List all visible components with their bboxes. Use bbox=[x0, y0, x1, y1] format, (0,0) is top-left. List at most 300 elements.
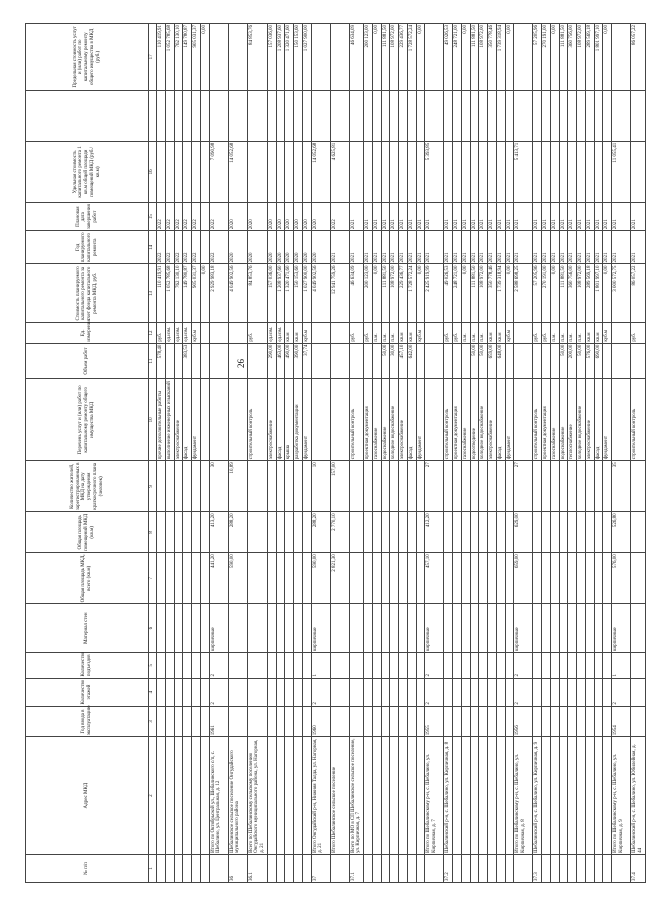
table-cell bbox=[228, 343, 247, 379]
table-cell bbox=[425, 379, 444, 461]
table-cell bbox=[267, 737, 276, 855]
table-cell bbox=[247, 604, 267, 653]
table-cell: п.м. bbox=[550, 323, 559, 343]
table-cell bbox=[550, 604, 559, 653]
table-cell bbox=[550, 553, 559, 604]
table-cell bbox=[372, 706, 381, 737]
table-cell bbox=[200, 343, 209, 379]
table-cell bbox=[533, 678, 542, 706]
col-header: Ед. измерения bbox=[26, 323, 149, 343]
table-cell: электроснабжение bbox=[488, 379, 497, 461]
table-cell: 2021 bbox=[330, 231, 349, 264]
col-number: 16 bbox=[149, 141, 157, 202]
table-cell: разработка документации bbox=[294, 379, 303, 461]
table-cell: 2021 bbox=[425, 231, 444, 264]
table-cell: 2021 bbox=[514, 203, 533, 231]
table-cell bbox=[505, 706, 514, 737]
table-cell bbox=[631, 706, 646, 737]
table-cell: 2 bbox=[425, 678, 444, 706]
table-cell: 1961 bbox=[209, 706, 228, 737]
table-cell bbox=[200, 141, 209, 202]
table-cell: 37.3 bbox=[533, 854, 542, 882]
table-cell bbox=[364, 512, 373, 553]
table-cell: 1 052 785,68 bbox=[165, 264, 174, 323]
table-cell: 1 bbox=[612, 652, 631, 678]
col-number: 5 bbox=[149, 652, 157, 678]
table-cell: фасад bbox=[407, 379, 416, 461]
table-cell: 463,00 bbox=[276, 343, 285, 379]
table-cell bbox=[533, 90, 542, 141]
table-cell bbox=[174, 854, 183, 882]
table-cell: 2020 bbox=[267, 231, 276, 264]
table-cell: 0,00 bbox=[461, 264, 470, 323]
table-cell bbox=[470, 678, 479, 706]
table-cell: 2 bbox=[514, 678, 533, 706]
table-cell: 412,20 bbox=[425, 512, 444, 553]
table-cell bbox=[453, 141, 462, 202]
table-cell bbox=[559, 854, 568, 882]
table-cell bbox=[533, 343, 542, 379]
table-cell: 2022 bbox=[192, 231, 201, 264]
table-cell bbox=[453, 553, 462, 604]
table-cell bbox=[285, 854, 294, 882]
table-cell bbox=[453, 90, 462, 141]
col-number: 12 bbox=[149, 323, 157, 343]
table-cell bbox=[302, 854, 311, 882]
table-cell bbox=[200, 512, 209, 553]
table-cell bbox=[276, 737, 285, 855]
table-row bbox=[488, 24, 497, 883]
table-cell: 629,00 bbox=[514, 512, 533, 553]
table-cell: ед.изм. bbox=[276, 323, 285, 343]
table-cell bbox=[542, 706, 551, 737]
table-cell: 2022 bbox=[330, 203, 349, 231]
table-cell bbox=[302, 706, 311, 737]
table-cell: проектная документация bbox=[364, 379, 373, 461]
table-cell bbox=[568, 706, 577, 737]
table-cell bbox=[294, 512, 303, 553]
table-cell bbox=[444, 461, 453, 512]
table-cell: 49 026,53 bbox=[444, 24, 453, 91]
table-cell: п.м. bbox=[577, 323, 586, 343]
col-number: 15 bbox=[149, 203, 157, 231]
table-cell: куб.м bbox=[505, 323, 514, 343]
table-cell: Итого по Шебалинскому р-н, с. Шебалино, ул. Кирпичная, д. 8 bbox=[514, 737, 533, 855]
table-cell bbox=[505, 461, 514, 512]
table-cell bbox=[425, 854, 444, 882]
table-cell: п.м. bbox=[470, 323, 479, 343]
table-cell: 84 853,76 bbox=[247, 24, 267, 91]
table-cell: 4 049 902,56 bbox=[228, 264, 247, 323]
table-cell bbox=[559, 604, 568, 653]
table-cell bbox=[470, 854, 479, 882]
table-cell bbox=[496, 90, 505, 141]
table-cell bbox=[285, 604, 294, 653]
table-cell bbox=[165, 706, 174, 737]
table-cell bbox=[174, 553, 183, 604]
table-cell: 2020 bbox=[276, 231, 285, 264]
table-cell bbox=[559, 678, 568, 706]
table-cell bbox=[416, 854, 425, 882]
table-cell: 2020 bbox=[294, 231, 303, 264]
table-cell: 2021 bbox=[496, 231, 505, 264]
table-cell bbox=[364, 706, 373, 737]
table-cell bbox=[174, 604, 183, 653]
table-cell bbox=[330, 678, 349, 706]
table-cell: проектная документация bbox=[453, 379, 462, 461]
table-cell: 2022 bbox=[183, 231, 192, 264]
table-cell: кирпичные bbox=[514, 604, 533, 653]
table-cell: 350 778,46 bbox=[488, 264, 497, 323]
table-cell: электроснабжение bbox=[399, 379, 408, 461]
table-cell bbox=[399, 461, 408, 512]
table-cell: 50,00 bbox=[479, 343, 488, 379]
table-cell: 2020 bbox=[228, 231, 247, 264]
table-cell bbox=[285, 652, 294, 678]
table-cell: 110 419,91 bbox=[157, 264, 166, 323]
table-cell: кв.м bbox=[407, 323, 416, 343]
table-cell: 157,00 bbox=[330, 461, 349, 512]
table-cell bbox=[192, 604, 201, 653]
table-cell bbox=[349, 461, 364, 512]
table-cell bbox=[390, 461, 399, 512]
table-cell bbox=[453, 706, 462, 737]
table-cell: 2021 bbox=[533, 203, 542, 231]
table-cell: 2021 bbox=[603, 203, 612, 231]
table-cell: 0,00 bbox=[200, 264, 209, 323]
col-header: Год ввода в эксплуатацию bbox=[26, 706, 149, 737]
table-cell bbox=[276, 141, 285, 202]
table-cell bbox=[425, 323, 444, 343]
table-cell: газоснабжение bbox=[550, 379, 559, 461]
table-cell bbox=[470, 737, 479, 855]
table-cell bbox=[461, 854, 470, 882]
table-cell bbox=[372, 604, 381, 653]
table-cell bbox=[200, 90, 209, 141]
table-cell: 37 bbox=[311, 854, 330, 882]
table-cell bbox=[267, 553, 276, 604]
table-cell: 7 090,98 bbox=[209, 141, 228, 202]
table-row-total bbox=[311, 24, 330, 883]
table-cell bbox=[416, 706, 425, 737]
table-cell: 270 191,00 bbox=[542, 24, 551, 91]
table-row bbox=[470, 24, 479, 883]
table-cell bbox=[364, 604, 373, 653]
table-cell: 1 320 471,60 bbox=[285, 264, 294, 323]
table-cell: 2020 bbox=[247, 203, 267, 231]
table-cell: 360 756,00 bbox=[568, 264, 577, 323]
table-cell: 288,20 bbox=[311, 512, 330, 553]
table-cell bbox=[228, 652, 247, 678]
table-cell bbox=[157, 604, 166, 653]
table-cell: кв.м bbox=[285, 323, 294, 343]
table-cell bbox=[209, 343, 228, 379]
table-cell bbox=[407, 737, 416, 855]
table-cell bbox=[533, 706, 542, 737]
table-cell: 590,00 bbox=[228, 553, 247, 604]
table-cell: 350 778,46 bbox=[488, 24, 497, 91]
table-cell bbox=[407, 678, 416, 706]
table-cell: ед.изм. bbox=[165, 323, 174, 343]
table-cell bbox=[444, 678, 453, 706]
table-cell: Итого по Октябрьской ул., Шебалинского с/п, с. Шебалино, ул. Центральная, д. 12 bbox=[209, 737, 228, 855]
table-cell: 10 bbox=[311, 461, 330, 512]
table-cell bbox=[302, 141, 311, 202]
table-cell bbox=[533, 604, 542, 653]
table-cell: 2021 bbox=[559, 203, 568, 231]
table-cell: 46 634,09 bbox=[349, 264, 364, 323]
table-cell bbox=[390, 706, 399, 737]
table-cell: 229 436,77 bbox=[399, 24, 408, 91]
col-number: 8 bbox=[149, 512, 157, 553]
table-cell: 642,00 bbox=[407, 343, 416, 379]
table-cell: Шебалинский р-н, с. Шебалино, ул. Юбилейная, д. 44 bbox=[631, 737, 646, 855]
table-cell bbox=[559, 652, 568, 678]
table-cell: 200,00 bbox=[568, 343, 577, 379]
table-cell bbox=[461, 652, 470, 678]
table-cell: 2022 bbox=[165, 203, 174, 231]
table-cell bbox=[157, 854, 166, 882]
table-cell: 111 881,50 bbox=[470, 24, 479, 91]
table-row bbox=[165, 24, 174, 883]
table-cell bbox=[407, 90, 416, 141]
table-cell: Всего по МО в СП Шебалинское сельское поселение, ул. Кирпичная, д. 7 bbox=[349, 737, 364, 855]
table-cell bbox=[285, 706, 294, 737]
table-cell bbox=[372, 90, 381, 141]
table-cell: руб. bbox=[444, 323, 453, 343]
col-header: Общая площадь помещений МКД (кв.м) bbox=[26, 512, 149, 553]
table-cell bbox=[364, 678, 373, 706]
table-cell bbox=[381, 706, 390, 737]
table-cell bbox=[294, 854, 303, 882]
table-cell bbox=[444, 652, 453, 678]
table-cell bbox=[349, 343, 364, 379]
table-cell bbox=[192, 706, 201, 737]
table-cell bbox=[505, 90, 514, 141]
table-cell: 457,10 bbox=[425, 553, 444, 604]
table-cell bbox=[364, 737, 373, 855]
col-number: 9 bbox=[149, 461, 157, 512]
table-cell bbox=[479, 553, 488, 604]
table-row bbox=[542, 24, 551, 883]
table-cell: 2021 bbox=[461, 203, 470, 231]
col-number: 17 bbox=[149, 24, 157, 91]
table-cell: Шебалинское сельское поселение Онгудайского муниципального района bbox=[228, 737, 247, 855]
table-cell: 2021 bbox=[479, 203, 488, 231]
table-cell bbox=[505, 512, 514, 553]
table-cell: Итого Онгудайский р-н, Нижняя Талда, ул. Нагорная, д. 21 bbox=[311, 737, 330, 855]
table-row bbox=[302, 24, 311, 883]
table-cell bbox=[285, 553, 294, 604]
table-cell bbox=[294, 706, 303, 737]
table-cell bbox=[285, 678, 294, 706]
table-cell bbox=[444, 141, 453, 202]
table-cell bbox=[228, 90, 247, 141]
table-row bbox=[192, 24, 201, 883]
table-cell: фундамент bbox=[192, 379, 201, 461]
table-cell bbox=[542, 553, 551, 604]
table-cell: 2022 bbox=[157, 231, 166, 264]
table-cell bbox=[542, 512, 551, 553]
table-cell bbox=[399, 553, 408, 604]
table-cell bbox=[157, 141, 166, 202]
table-cell bbox=[416, 737, 425, 855]
table-cell: 0,00 bbox=[505, 264, 514, 323]
table-row bbox=[585, 24, 594, 883]
table-cell: 2020 bbox=[311, 231, 330, 264]
table-cell bbox=[276, 652, 285, 678]
table-cell bbox=[585, 737, 594, 855]
table-cell bbox=[559, 141, 568, 202]
table-cell: руб. bbox=[631, 323, 646, 343]
table-row bbox=[416, 24, 425, 883]
table-cell: 2 bbox=[425, 652, 444, 678]
col-header: № п/п bbox=[26, 854, 149, 882]
table-cell bbox=[416, 461, 425, 512]
table-cell bbox=[461, 706, 470, 737]
col-header: Адрес МКД bbox=[26, 737, 149, 855]
table-cell: 2021 bbox=[479, 231, 488, 264]
table-cell: фасад bbox=[276, 379, 285, 461]
table-cell: 2 929 983,18 bbox=[209, 264, 228, 323]
table-cell: 490,00 bbox=[285, 343, 294, 379]
table-cell bbox=[399, 141, 408, 202]
table-cell bbox=[533, 141, 542, 202]
table-cell: 2021 bbox=[381, 203, 390, 231]
table-cell bbox=[349, 90, 364, 141]
table-cell bbox=[585, 604, 594, 653]
table-cell bbox=[612, 343, 631, 379]
table-cell: 10,89 bbox=[228, 461, 247, 512]
table-cell bbox=[550, 706, 559, 737]
table-cell: 0,00 bbox=[372, 24, 381, 91]
table-cell: 86 057,22 bbox=[631, 24, 646, 91]
table-cell: 4 625,81 bbox=[330, 141, 349, 202]
col-header: Год планируемого капитального ремонта bbox=[26, 231, 149, 264]
table-row bbox=[157, 24, 166, 883]
table-cell bbox=[276, 553, 285, 604]
table-cell bbox=[209, 323, 228, 343]
table-cell: газоснабжение bbox=[372, 379, 381, 461]
table-cell: 2022 bbox=[174, 203, 183, 231]
table-cell bbox=[496, 854, 505, 882]
table-cell: 1955 bbox=[425, 706, 444, 737]
table-cell: 111 881,50 bbox=[559, 264, 568, 323]
table-cell bbox=[496, 652, 505, 678]
table-cell: кирпичные bbox=[311, 604, 330, 653]
table-cell: 905 031,37 bbox=[192, 264, 201, 323]
table-cell: 0,00 bbox=[372, 264, 381, 323]
table-cell bbox=[542, 604, 551, 653]
table-cell bbox=[479, 604, 488, 653]
table-cell bbox=[612, 24, 631, 91]
table-cell bbox=[200, 553, 209, 604]
table-cell bbox=[594, 553, 603, 604]
table-cell bbox=[453, 461, 462, 512]
table-cell bbox=[302, 604, 311, 653]
table-cell bbox=[550, 343, 559, 379]
table-cell bbox=[470, 90, 479, 141]
table-cell bbox=[407, 652, 416, 678]
table-cell bbox=[550, 737, 559, 855]
table-cell bbox=[542, 90, 551, 141]
table-cell bbox=[302, 737, 311, 855]
table-cell bbox=[594, 90, 603, 141]
table-cell: 2021 bbox=[559, 231, 568, 264]
col-header: Удельная стоимость капитального ремонта 1 кв.м общей площади помещений МКД (руб./кв.м) bbox=[26, 141, 149, 202]
table-cell bbox=[603, 854, 612, 882]
table-cell bbox=[407, 553, 416, 604]
table-cell bbox=[444, 343, 453, 379]
table-cell bbox=[550, 461, 559, 512]
col-header bbox=[26, 90, 149, 141]
table-cell bbox=[568, 737, 577, 855]
table-row bbox=[594, 24, 603, 883]
table-cell bbox=[631, 553, 646, 604]
table-cell bbox=[294, 604, 303, 653]
col-number bbox=[149, 90, 157, 141]
table-cell bbox=[488, 553, 497, 604]
table-cell bbox=[200, 231, 209, 264]
table-cell bbox=[568, 90, 577, 141]
table-cell bbox=[496, 604, 505, 653]
table-cell bbox=[594, 706, 603, 737]
table-cell bbox=[612, 90, 631, 141]
table-cell bbox=[550, 512, 559, 553]
table-cell bbox=[247, 343, 267, 379]
table-cell: 2020 bbox=[302, 231, 311, 264]
table-cell: строительный контроль bbox=[349, 379, 364, 461]
table-cell bbox=[603, 737, 612, 855]
table-cell: водоотведение bbox=[470, 379, 479, 461]
table-cell: 2021 bbox=[603, 231, 612, 264]
col-header: Предельная стоимость услуг и (или) работ по капитальному ремонту общего имущества в МКД (руб.) bbox=[26, 24, 149, 91]
table-cell bbox=[416, 141, 425, 202]
table-cell bbox=[390, 678, 399, 706]
table-cell bbox=[577, 461, 586, 512]
col-number: 1 bbox=[149, 854, 157, 882]
table-cell bbox=[577, 512, 586, 553]
col-number: 14 bbox=[149, 231, 157, 264]
table-cell bbox=[157, 553, 166, 604]
table-cell: 2022 bbox=[192, 203, 201, 231]
table-cell bbox=[364, 141, 373, 202]
table-cell: 30 bbox=[209, 461, 228, 512]
table-cell bbox=[381, 737, 390, 855]
table-cell bbox=[470, 652, 479, 678]
table-cell: 289 569,18 bbox=[585, 264, 594, 323]
table-cell bbox=[550, 678, 559, 706]
table-cell bbox=[444, 90, 453, 141]
table-row bbox=[372, 24, 381, 883]
table-cell: 2021 bbox=[505, 203, 514, 231]
table-cell bbox=[568, 854, 577, 882]
table-cell bbox=[488, 737, 497, 855]
table-cell bbox=[302, 461, 311, 512]
table-cell bbox=[479, 678, 488, 706]
table-cell bbox=[165, 854, 174, 882]
table-cell: Итого по Шебалинскому р-н, с. Шебалино, ул. Кирпичная, д. 7 bbox=[425, 737, 444, 855]
table-row bbox=[247, 24, 267, 883]
table-cell: 2021 bbox=[612, 231, 631, 264]
col-header: Плановая дата завершения работ bbox=[26, 203, 149, 231]
col-header: Объем работ bbox=[26, 343, 149, 379]
table-cell: 0,00 bbox=[603, 264, 612, 323]
table-cell bbox=[192, 141, 201, 202]
table-cell: 1 208 937,60 bbox=[276, 24, 285, 91]
table-cell bbox=[461, 343, 470, 379]
table-cell bbox=[174, 343, 183, 379]
